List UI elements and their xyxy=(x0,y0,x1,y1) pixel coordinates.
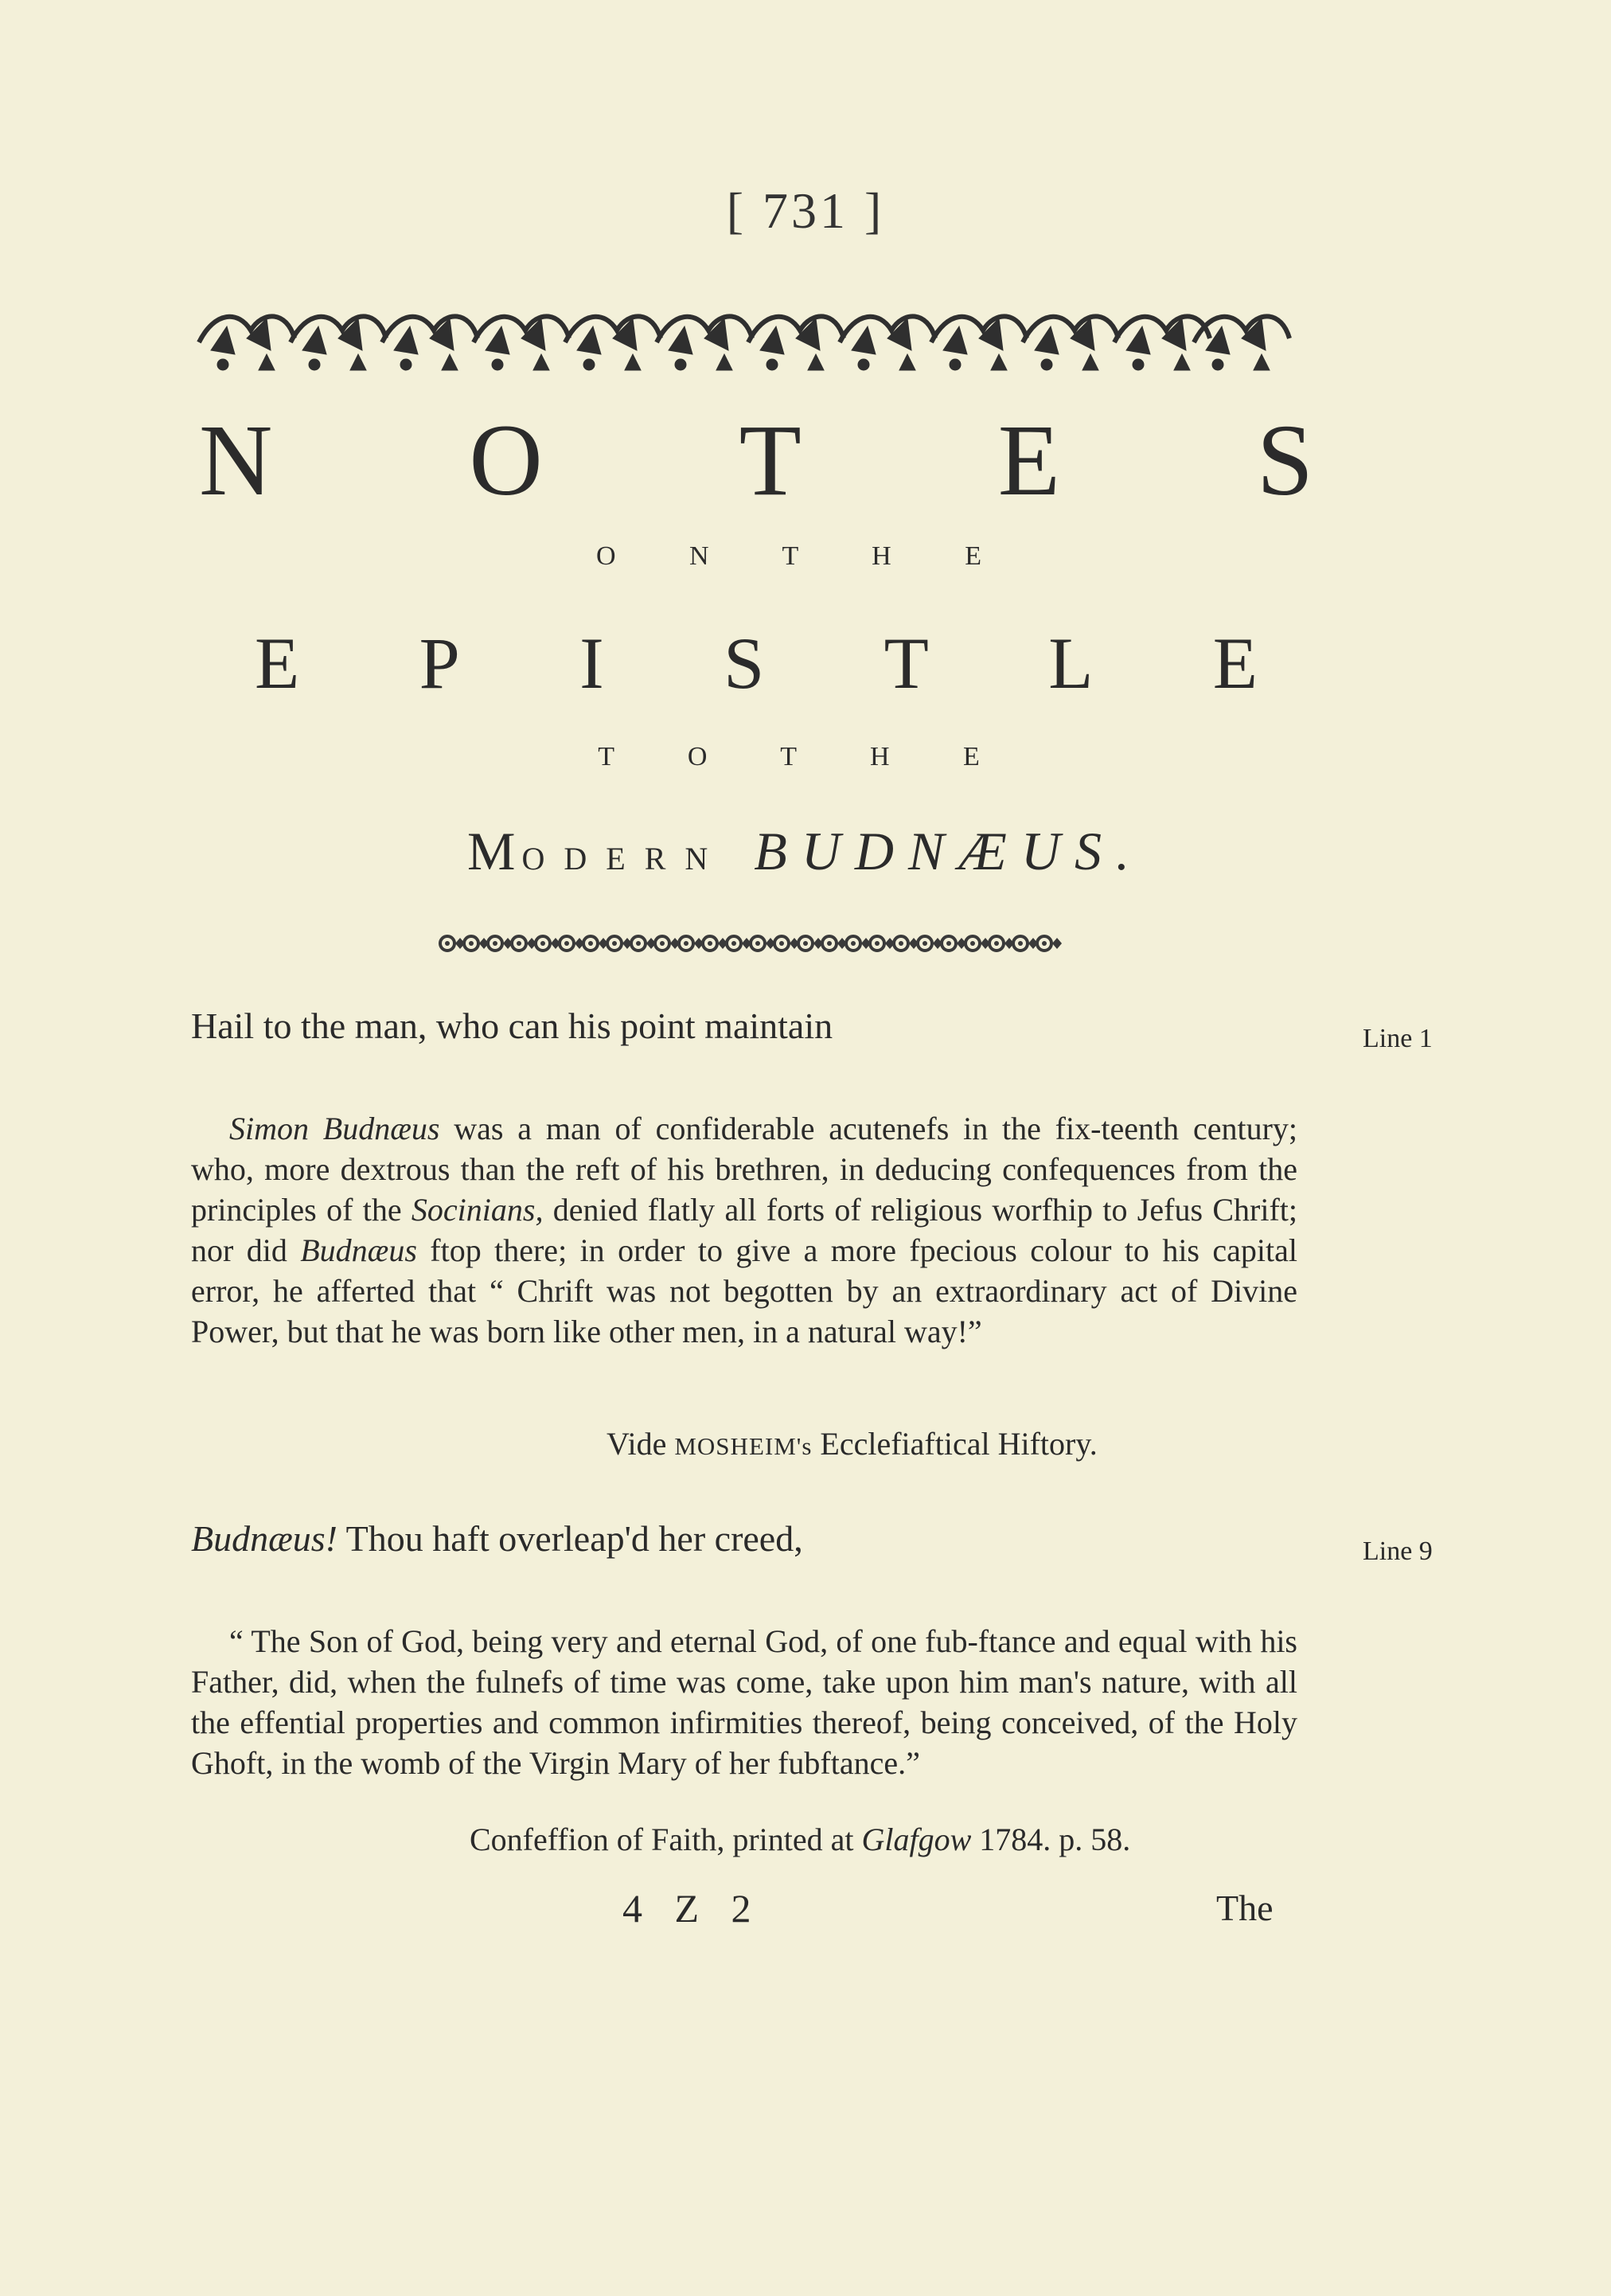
title-letter: T xyxy=(739,404,802,517)
footnote-term: Socinians, xyxy=(411,1192,544,1228)
title-epistle xyxy=(255,621,1258,705)
budnaeus-name: BUDNÆUS. xyxy=(754,821,1144,881)
ornamental-rule xyxy=(436,930,1065,957)
footnote-name: Budnæus xyxy=(300,1232,417,1268)
title-letter: L xyxy=(1048,623,1094,704)
ornamental-border-top xyxy=(191,295,1297,382)
verse-line-9: Budnæus! Thou haft overleap'd her creed, xyxy=(191,1518,803,1559)
verse-line-1: Hail to the man, who can his point maintain xyxy=(191,1005,833,1046)
subtitle-modern-budnaeus xyxy=(0,820,1611,883)
catchword: The xyxy=(1216,1888,1274,1928)
subtitle-to-the: T O T H E xyxy=(598,742,1013,771)
title-notes xyxy=(199,402,1313,519)
title-letter: O xyxy=(469,404,543,517)
title-letter: P xyxy=(419,623,460,704)
citation-author: MOSHEIM's xyxy=(674,1432,813,1460)
footnote-text: Simon Budnæus was a man of confiderable acutenefs in the fix-teenth century; who, more dextrous than the reft of his brethren, in deducing confequences from the principles of the Socinians, denied flatly all forts of religious worfhip to Jefus Chrift; nor did Budnæus ftop there; in order to give a more fpecious colour to his capital error, he afferted that “ Chrift was not begotten by an extraordinary act of Divine Power, but that he was born like other men, in a natural way!” xyxy=(191,1111,1297,1349)
citation-place: Glafgow xyxy=(861,1822,972,1857)
footnote-name: Simon Budnæus xyxy=(229,1111,440,1146)
title-letter: E xyxy=(997,404,1060,517)
footnote-text: “ The Son of God, being very and eternal God, of one fub-ftance and equal with his Father, did, when the fulnefs of time was come, take upon him man's nature, with all the effential properties and common infirmities thereof, being conceived, of the Holy Ghoft, in the womb of the Virgin Mary of her fubftance.” xyxy=(191,1623,1297,1781)
title-letter: S xyxy=(1256,404,1313,517)
title-letter: T xyxy=(884,623,929,704)
title-letter: N xyxy=(199,404,273,517)
title-letter: S xyxy=(724,623,765,704)
subtitle-on-the: O N T H E xyxy=(596,541,1015,571)
title-letter: I xyxy=(579,623,604,704)
citation: Vide MOSHEIM's Ecclefiaftical Hiftory. xyxy=(607,1426,1098,1462)
title-letter: E xyxy=(255,623,300,704)
title-letter: E xyxy=(1212,623,1258,704)
modern-rest: ODERN xyxy=(521,841,727,877)
citation: Confeffion of Faith, printed at Glafgow 1784. p. 58. xyxy=(470,1822,1131,1857)
signature-mark: 4 Z 2 xyxy=(622,1886,763,1931)
line-reference: Line 9 xyxy=(1363,1537,1433,1566)
page-number: [ 731 ] xyxy=(726,182,885,239)
modern-initial: M xyxy=(467,821,522,881)
line-reference: Line 1 xyxy=(1363,1024,1433,1053)
